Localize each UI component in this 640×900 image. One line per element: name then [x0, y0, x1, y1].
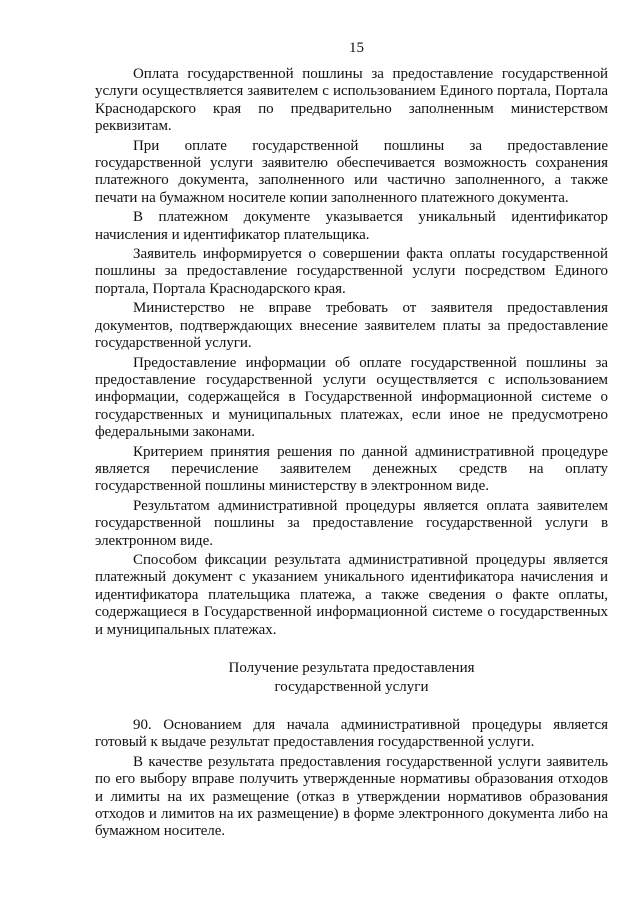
paragraph-procedure-basis: 90. Основанием для начала административной процедуры является готовый к выдаче результат предоставления государственной услуги.: [95, 717, 608, 751]
page-number: 15: [349, 40, 364, 56]
paragraph-decision-criterion: Критерием принятия решения по данной административной процедуре является перечисление заявителем денежных средств на оплату государственной пошлины министерству в электронном виде.: [95, 443, 608, 495]
section-heading-line-2: государственной услуги: [274, 679, 429, 695]
paragraph-ministry-restriction: Министерство не вправе требовать от заявителя предоставления документов, подтверждающих внесение заявителем платы за предоставление государственной услуги.: [95, 300, 608, 352]
section-heading: [95, 659, 608, 697]
paragraph-procedure-result: Результатом административной процедуры является оплата заявителем государственной пошлины за предоставление государственной услуги в электронном виде.: [95, 497, 608, 549]
paragraph-payment-document-saving: При оплате государственной пошлины за предоставление государственной услуги заявителю обеспечивается возможность сохранения платежного документа, заполненного или частично заполненного, а также печати на бумажном носителе копии заполненного платежного документа.: [95, 137, 608, 206]
section-heading-line-1: Получение результата предоставления: [228, 660, 475, 676]
paragraph-payment-method: Оплата государственной пошлины за предоставление государственной услуги осуществляется заявителем с использованием Единого портала, Портала Краснодарского края по предварительно заполненным министерством реквизитам.: [95, 66, 608, 135]
paragraph-payment-identifiers: В платежном документе указывается уникальный идентификатор начисления и идентификатор плательщика.: [95, 209, 608, 243]
paragraph-result-recording: Способом фиксации результата административной процедуры является платежный документ с указанием уникального идентификатора начисления и идентификатора плательщика платежа, а также сведения о факте оплаты, содержащиеся в Государственной информационной системе о государственных и муниципальных платежах.: [95, 551, 608, 638]
paragraph-service-result: В качестве результата предоставления государственной услуги заявитель по его выбору вправе получить утвержденные нормативы образования отходов и лимиты на их размещение (отказ в утверждении нормативов образования отходов и лимитов на их размещение) в форме электронного документа либо на бумажном носителе.: [95, 753, 608, 840]
paragraph-payment-information: Предоставление информации об оплате государственной пошлины за предоставление государственной услуги осуществляется с использованием информации, содержащейся в Государственной информационной системе о государственных и муниципальных платежах, если иное не предусмотрено федеральными законами.: [95, 354, 608, 441]
paragraph-payment-notification: Заявитель информируется о совершении факта оплаты государственной пошлины за предоставление государственной услуги посредством Единого портала, Портала Краснодарского края.: [95, 246, 608, 297]
